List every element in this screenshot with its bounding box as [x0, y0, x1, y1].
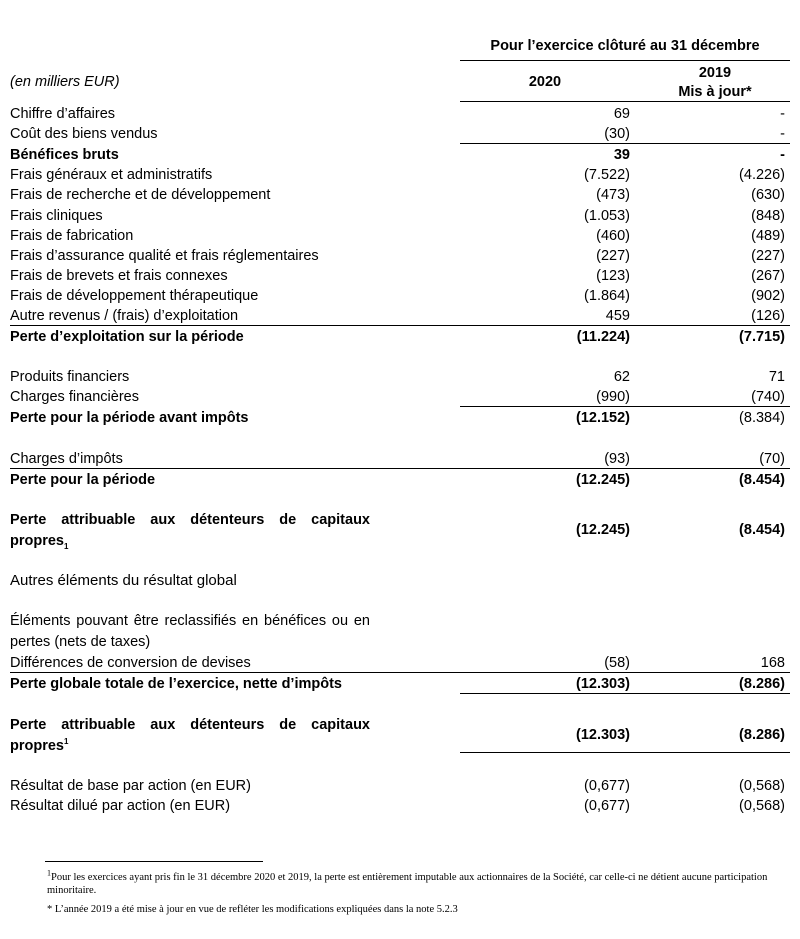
row-label: Coût des biens vendus — [10, 126, 158, 142]
value-2020: 69 — [613, 106, 630, 122]
table-row — [0, 725, 800, 745]
table-row — [0, 470, 800, 490]
value-2019: (126) — [751, 308, 785, 324]
row-label: Résultat de base par action (en EUR) — [10, 778, 251, 794]
value-2020: (11.224) — [576, 329, 630, 345]
value-2020: (990) — [596, 389, 630, 405]
rule — [10, 325, 790, 326]
rule — [460, 143, 790, 144]
value-2019: (7.715) — [739, 329, 785, 345]
value-2020: (12.303) — [575, 676, 630, 692]
value-2019: 168 — [760, 655, 785, 671]
value-2020: (12.245) — [575, 472, 630, 488]
row-label: Autre revenus / (frais) d’exploitation — [10, 308, 239, 324]
row-label: Frais de recherche et de développement — [10, 187, 271, 203]
value-2020: (0,677) — [584, 798, 630, 814]
footnote-separator — [45, 861, 263, 862]
value-2020: (12.303) — [575, 727, 630, 743]
value-2020: (1.864) — [584, 288, 630, 304]
value-2019: (848) — [751, 208, 785, 224]
value-2020: (0,677) — [584, 778, 630, 794]
column-header-2019-year: 2019 — [698, 65, 732, 81]
row-label: Perte pour la période — [10, 472, 156, 488]
column-header-2019 — [640, 64, 790, 102]
table-row — [0, 449, 800, 469]
value-2020: (473) — [596, 187, 630, 203]
row-label: Frais généraux et administratifs — [10, 167, 213, 183]
value-2019: (70) — [759, 451, 785, 467]
rule — [10, 468, 790, 469]
column-group-header: Pour l’exercice clôturé au 31 décembre — [490, 38, 760, 54]
value-2019: (8.286) — [739, 727, 785, 743]
header-rule — [460, 60, 790, 61]
row-label: Chiffre d’affaires — [10, 106, 116, 122]
row-label: Résultat dilué par action (en EUR) — [10, 798, 231, 814]
table-row — [0, 674, 800, 694]
row-label: Frais cliniques — [10, 208, 103, 224]
row-label: Perte pour la période avant impôts — [10, 410, 249, 426]
value-2019: (0,568) — [739, 798, 785, 814]
value-2020: (12.152) — [575, 410, 630, 426]
row-label: Charges financières — [10, 389, 139, 405]
table-row — [0, 306, 800, 326]
row-label: Éléments pouvant être reclassifiés en bénéfices ou en pertes (nets de taxes) — [10, 613, 370, 650]
value-2019: (227) — [751, 248, 785, 264]
row-label: Perte d’exploitation sur la période — [10, 329, 244, 345]
value-2020: (58) — [604, 655, 630, 671]
section-heading — [0, 571, 800, 591]
value-2019: (8.454) — [739, 472, 785, 488]
value-2020: (12.245) — [575, 522, 630, 538]
footnote-star — [47, 903, 777, 916]
rule — [460, 406, 790, 407]
value-2019: - — [780, 126, 785, 142]
value-2020: (1.053) — [584, 208, 630, 224]
row-label: Perte attribuable aux détenteurs de capitaux propres — [10, 512, 370, 549]
value-2020: (123) — [596, 268, 630, 284]
value-2019: (4.226) — [739, 167, 785, 183]
rule — [460, 693, 790, 694]
row-label: Produits financiers — [10, 369, 130, 385]
row-label: Perte globale totale de l’exercice, nette d’impôts — [10, 676, 342, 692]
row-label: Frais d’assurance qualité et frais réglementaires — [10, 248, 319, 264]
footnote-marker: 1 — [64, 737, 69, 747]
units-label: (en milliers EUR) — [10, 74, 120, 90]
table-row — [0, 124, 800, 144]
value-2019: (8.384) — [739, 410, 785, 426]
row-label: Frais de développement thérapeutique — [10, 288, 259, 304]
value-2019: (267) — [751, 268, 785, 284]
row-label: Frais de brevets et frais connexes — [10, 268, 228, 284]
value-2019: 71 — [768, 369, 785, 385]
table-row — [0, 266, 800, 286]
value-2019: - — [780, 106, 785, 122]
value-2019: (740) — [751, 389, 785, 405]
value-2020: (93) — [604, 451, 630, 467]
footnote-text: * L’année 2019 a été mise à jour en vue de refléter les modifications expliquées dans la note 5.2.3 — [47, 904, 458, 915]
row-label: Bénéfices bruts — [10, 147, 119, 163]
value-2019: - — [780, 147, 785, 163]
table-row — [0, 145, 800, 165]
value-2019: (0,568) — [739, 778, 785, 794]
footnote-marker: 1 — [47, 868, 51, 878]
value-2020: (227) — [596, 248, 630, 264]
table-row — [0, 165, 800, 185]
rule — [460, 752, 790, 753]
header-bottom-rule — [460, 101, 790, 102]
value-2020: (460) — [596, 228, 630, 244]
table-row — [0, 226, 800, 246]
value-2020: (7.522) — [584, 167, 630, 183]
table-row — [0, 776, 800, 796]
table-row — [0, 520, 800, 540]
row-label: Frais de fabrication — [10, 228, 134, 244]
column-header-2019-note: Mis à jour* — [678, 84, 752, 100]
table-row — [0, 246, 800, 266]
value-2020: 39 — [613, 147, 630, 163]
rule — [10, 672, 790, 673]
table-row — [0, 104, 800, 124]
row-label-multiline — [10, 611, 370, 653]
value-2019: (902) — [751, 288, 785, 304]
column-header-2020: 2020 — [528, 74, 562, 90]
value-2020: 62 — [613, 369, 630, 385]
table-row — [0, 286, 800, 306]
value-2019: (489) — [751, 228, 785, 244]
value-2019: (8.286) — [739, 676, 785, 692]
value-2019: (8.454) — [739, 522, 785, 538]
footnote-text: Pour les exercices ayant pris fin le 31 décembre 2020 et 2019, la perte est entièrement imputable aux actionnaires de la Société, car celle-ci ne détient aucune participation minoritaire. — [47, 872, 768, 896]
value-2019: (630) — [751, 187, 785, 203]
table-row — [0, 185, 800, 205]
table-row — [0, 367, 800, 387]
value-2020: 459 — [605, 308, 630, 324]
table-row — [0, 796, 800, 816]
row-label: Charges d’impôts — [10, 451, 123, 467]
footnote-marker: 1 — [64, 541, 69, 551]
value-2020: (30) — [604, 126, 630, 142]
table-row — [0, 653, 800, 673]
row-label: Autres éléments du résultat global — [10, 572, 237, 589]
table-row — [0, 206, 800, 226]
table-row — [0, 408, 800, 428]
footnote-1 — [47, 868, 777, 897]
table-row — [0, 387, 800, 407]
table-row — [0, 327, 800, 347]
row-label: Perte attribuable aux détenteurs de capitaux propres — [10, 717, 370, 754]
row-label: Différences de conversion de devises — [10, 655, 251, 671]
